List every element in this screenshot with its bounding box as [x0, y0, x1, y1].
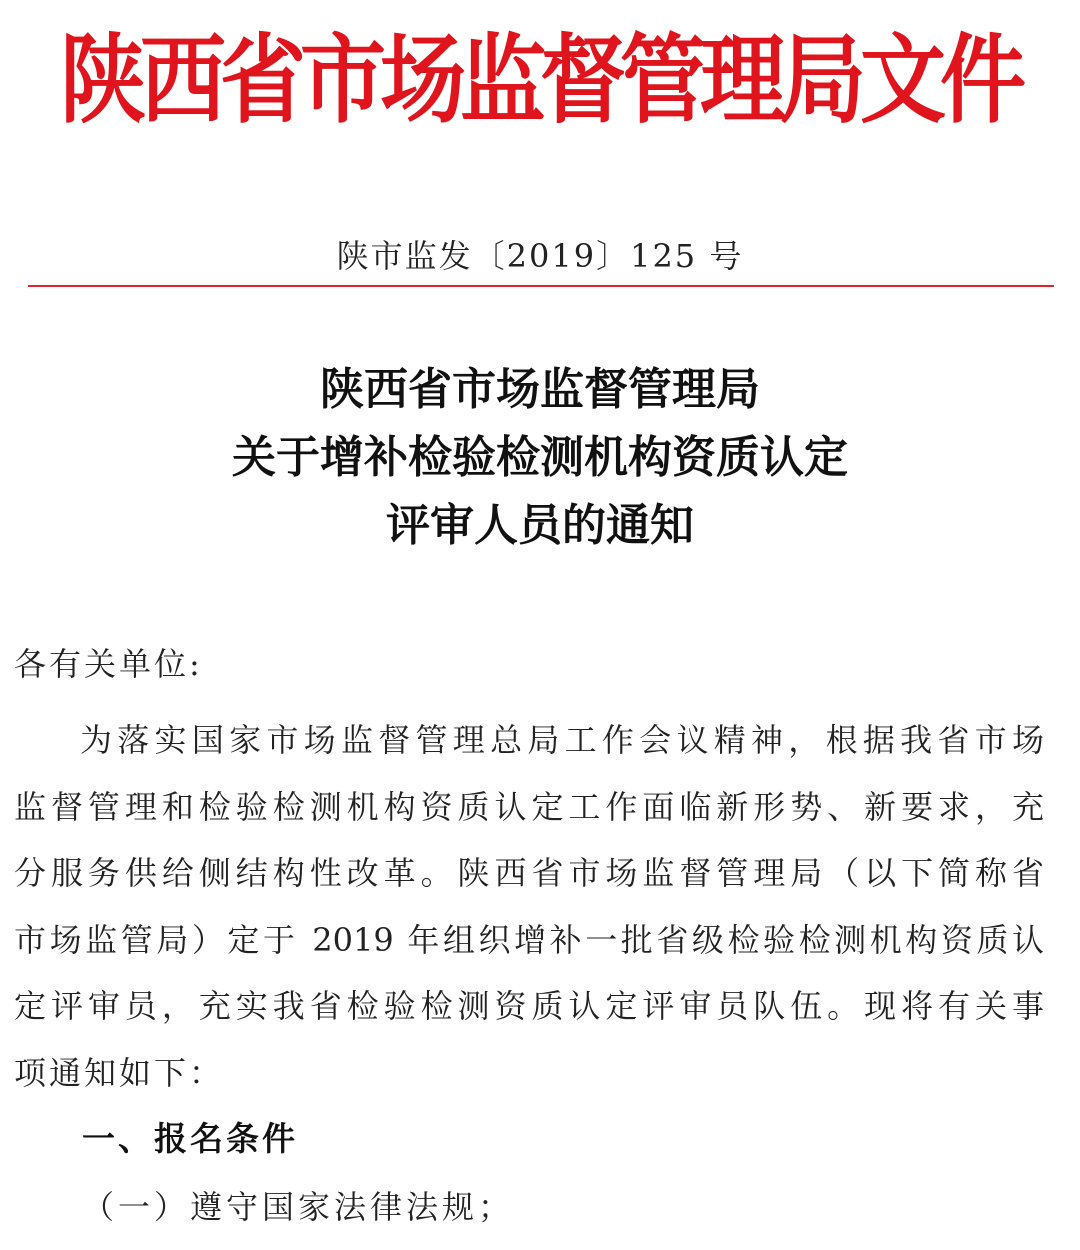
paragraph-line: 定评审员，充实我省检验检测资质认定评审员队伍。现将有关事: [14, 987, 1044, 1025]
salutation: 各有关单位:: [14, 645, 203, 683]
issuing-agency-header: 陕西省市场监督管理局文件: [60, 24, 1020, 138]
list-item: （一）遵守国家法律法规；: [82, 1188, 515, 1226]
document-number: 陕市监发〔2019〕125 号: [336, 237, 744, 275]
notice-title-line: 陕西省市场监督管理局: [320, 364, 760, 415]
paragraph-line: 项通知如下：: [14, 1053, 225, 1092]
red-separator-line: [28, 285, 1054, 287]
paragraph-line: 监督管理和检验检测机构资质认定工作面临新形势、新要求，充: [14, 787, 1044, 826]
notice-title-line: 评审人员的通知: [386, 500, 694, 551]
paragraph-line: 市场监管局）定于 2019 年组织增补一批省级检验检测机构资质认: [14, 920, 1044, 959]
notice-title-line: 关于增补检验检测机构资质认定: [232, 432, 848, 483]
body-paragraph: [14, 707, 1044, 1106]
paragraph-line: 分服务供给侧结构性改革。陕西省市场监督管理局（以下简称省: [14, 854, 1044, 892]
notice-title: [0, 356, 1080, 560]
paragraph-line: 为落实国家市场监督管理总局工作会议精神，根据我省市场: [80, 721, 1044, 759]
section-heading: 一、报名条件: [82, 1119, 298, 1158]
